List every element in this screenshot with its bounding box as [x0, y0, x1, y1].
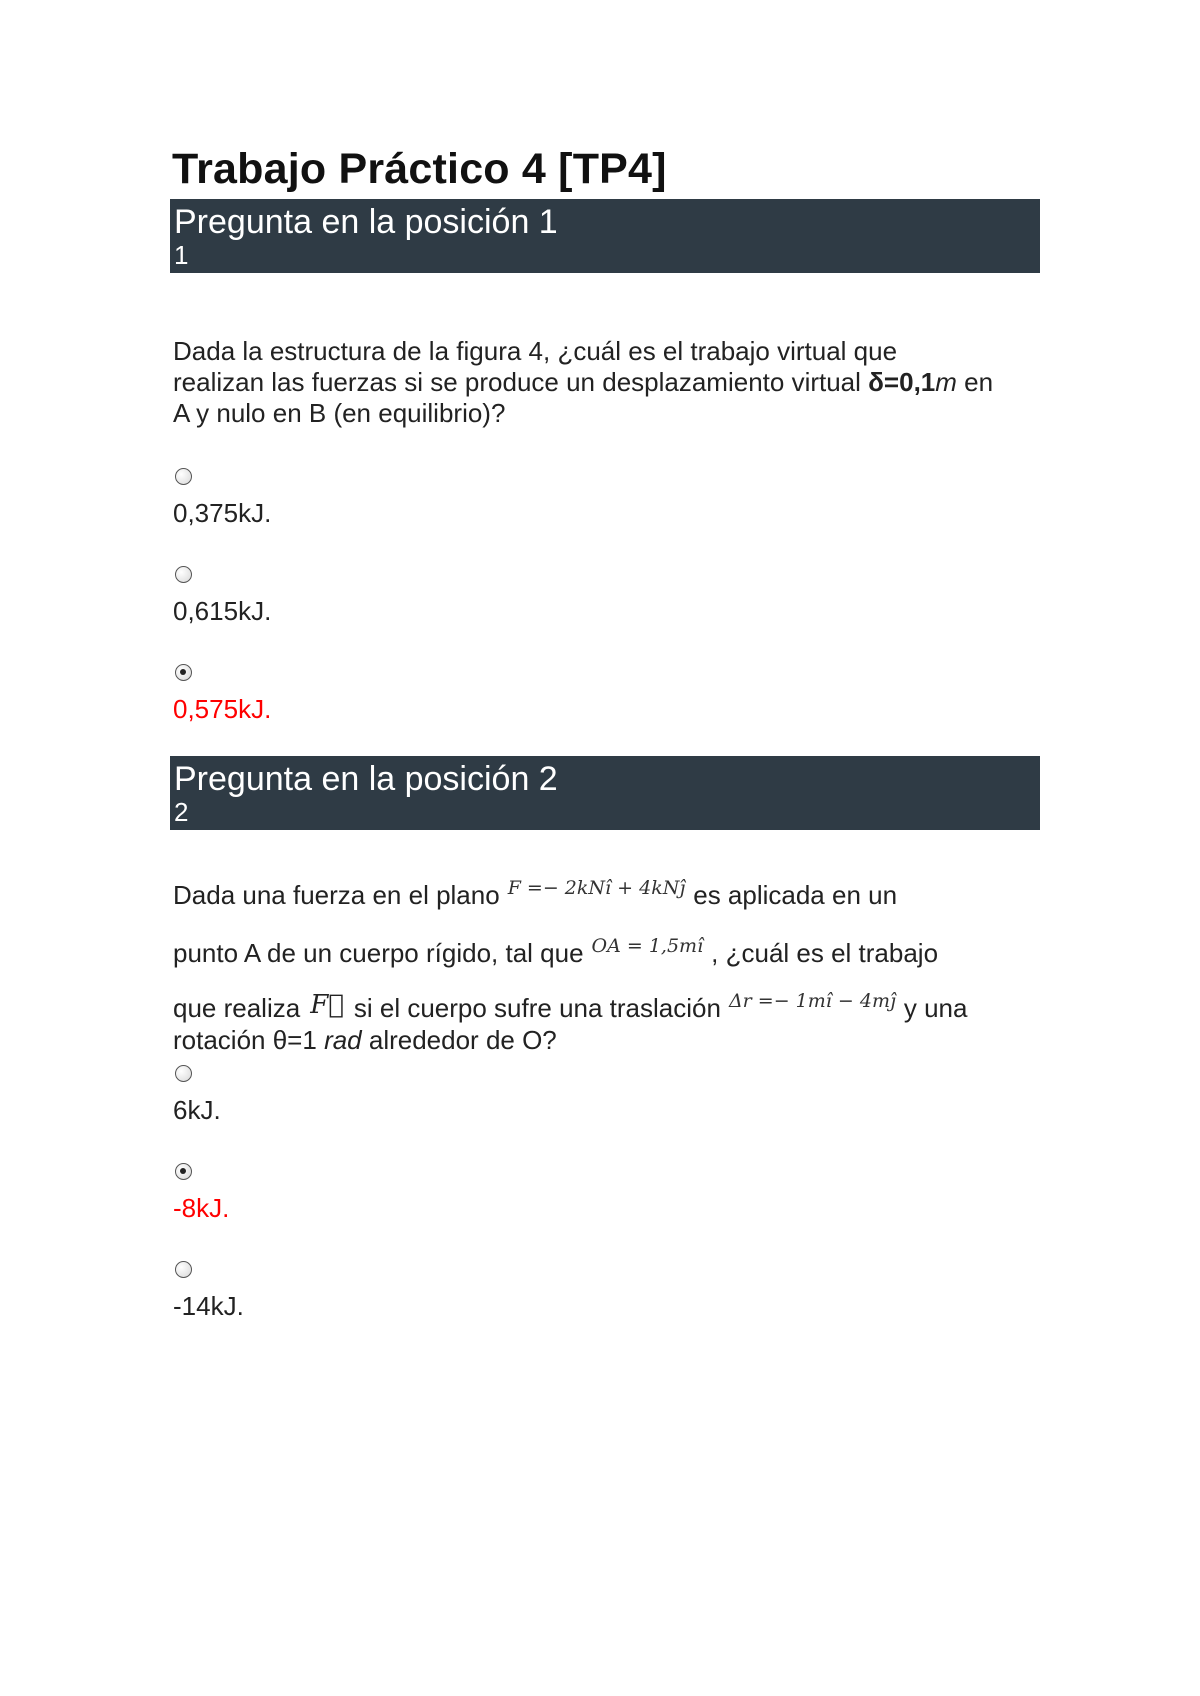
option-label-q1-c[interactable]: 0,575kJ. [173, 694, 272, 724]
option-radio-q2-c[interactable] [175, 1261, 192, 1278]
question-text-1 [173, 336, 1053, 429]
question-text-line: A y nulo en B (en equilibrio)? [173, 398, 506, 428]
position-equation: OA = 1,5mî [591, 935, 704, 957]
question-text-fragment: en [956, 367, 994, 397]
question-header-title: Pregunta en la posición 2 [174, 760, 558, 798]
question-text-fragment: Dada una fuerza en el plano [173, 880, 500, 910]
question-number: 1 [174, 240, 189, 270]
option-label-q2-a[interactable]: 6kJ. [173, 1095, 221, 1125]
option-radio-q1-a[interactable] [175, 468, 192, 485]
option-label-q2-c[interactable]: -14kJ. [173, 1291, 244, 1321]
question-text-fragment: y una [903, 993, 968, 1023]
question-text-2-line4 [173, 1025, 1053, 1056]
force-equation: F =− 2kNî + 4kNĵ [507, 877, 686, 899]
option-radio-q1-c[interactable] [175, 664, 192, 681]
question-text-line: Dada la estructura de la figura 4, ¿cuál es el trabajo virtual que [173, 336, 898, 366]
question-text-fragment: si el cuerpo sufre una traslación [353, 993, 721, 1023]
question-header-2 [170, 756, 1040, 830]
page-title: Trabajo Práctico 4 [TP4] [172, 145, 667, 193]
question-text-2-line3 [173, 990, 1053, 1027]
option-label-q1-a[interactable]: 0,375kJ. [173, 498, 272, 528]
force-vector: F⃗ [310, 990, 344, 1020]
option-label-q1-b[interactable]: 0,615kJ. [173, 596, 272, 626]
option-radio-q1-b[interactable] [175, 566, 192, 583]
question-text-fragment: punto A de un cuerpo rígido, tal que [173, 938, 584, 968]
question-text-fragment: que realiza [173, 993, 301, 1023]
question-text-fragment: alrededor de O? [361, 1025, 557, 1055]
option-radio-q2-b[interactable] [175, 1163, 192, 1180]
question-text-2 [173, 877, 1053, 914]
unit-meter: m [935, 367, 957, 397]
option-radio-q2-a[interactable] [175, 1065, 192, 1082]
question-text-2-line2 [173, 935, 1053, 972]
displacement-equation: Δr =− 1mî − 4mĵ [728, 990, 896, 1012]
question-text-fragment: rotación θ=1 [173, 1025, 325, 1055]
unit-rad: rad [324, 1025, 362, 1055]
question-text-fragment: realizan las fuerzas si se produce un desplazamiento virtual [173, 367, 869, 397]
question-text-line [173, 367, 1053, 398]
question-header-1 [170, 199, 1040, 273]
delta-value: δ=0,1 [868, 367, 936, 397]
question-number: 2 [174, 797, 189, 827]
question-header-title: Pregunta en la posición 1 [174, 203, 558, 241]
option-label-q2-b[interactable]: -8kJ. [173, 1193, 230, 1223]
question-text-fragment: es aplicada en un [693, 880, 898, 910]
question-text-fragment: , ¿cuál es el trabajo [711, 938, 939, 968]
